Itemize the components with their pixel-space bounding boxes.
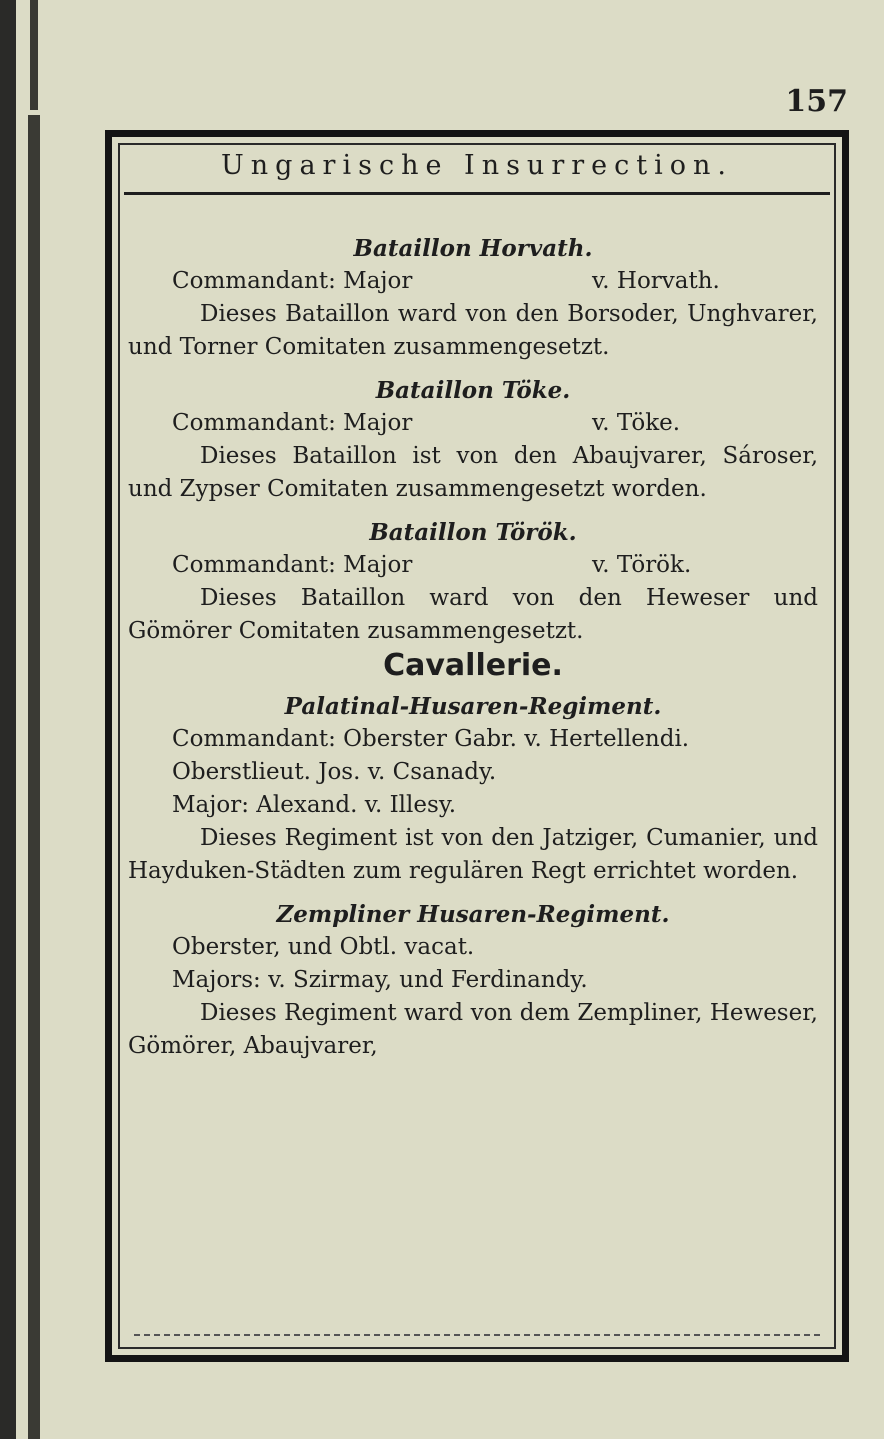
header-rule (124, 192, 830, 195)
running-header: Ungarische Insurrection. (221, 150, 733, 181)
commander-name: v. Török. (592, 552, 692, 578)
commander-name: v. Horvath. (592, 268, 720, 294)
regiment-title: Palatinal-Husaren-Regiment. (284, 693, 662, 720)
commander-label: Commandant: Major (172, 410, 413, 436)
regiment-line: Oberstlieut. Jos. v. Csanady. (172, 759, 497, 785)
section-title: Cavallerie. (383, 648, 563, 683)
entry-commander (172, 549, 818, 582)
regiment-line: Commandant: Oberster Gabr. v. Hertellendi. (172, 726, 690, 752)
bottom-rule (134, 1334, 820, 1336)
entry-commander (172, 265, 818, 298)
commander-name: v. Töke. (592, 410, 681, 436)
entry-title: Bataillon Horvath. (353, 235, 593, 262)
book-spine-shadow-top (30, 0, 38, 110)
commander-label: Commandant: Major (172, 552, 413, 578)
entry-description: Dieses Bataillon ist von den Abaujvarer, Sároser, und Zypser Comitaten zusammengesetzt worden. (128, 443, 818, 502)
page-content (128, 232, 818, 1063)
regiment-title: Zempliner Husaren-Regiment. (276, 901, 670, 928)
entry-description: Dieses Bataillon ward von den Heweser und Gömörer Comitaten zusammengesetzt. (128, 585, 818, 644)
book-spine-shadow (28, 115, 40, 1439)
entry-description: Dieses Bataillon ward von den Borsoder, Unghvarer, und Torner Comitaten zusammengesetzt. (128, 301, 818, 360)
entry-commander (172, 407, 818, 440)
regiment-line: Major: Alexand. v. Illesy. (172, 792, 457, 818)
entry-title: Bataillon Török. (369, 519, 577, 546)
entry-title: Bataillon Töke. (375, 377, 571, 404)
book-spine (0, 0, 16, 1439)
page-number: 157 (785, 84, 848, 119)
regiment-description: Dieses Regiment ward von dem Zempliner, Heweser, Gömörer, Abaujvarer, (128, 1000, 818, 1059)
regiment-description: Dieses Regiment ist von den Jatziger, Cumanier, und Hayduken-Städten zum regulären Regt errichtet worden. (128, 825, 818, 884)
regiment-line: Oberster, und Obtl. vacat. (172, 934, 475, 960)
commander-label: Commandant: Major (172, 268, 413, 294)
regiment-line: Majors: v. Szirmay, und Ferdinandy. (172, 967, 588, 993)
